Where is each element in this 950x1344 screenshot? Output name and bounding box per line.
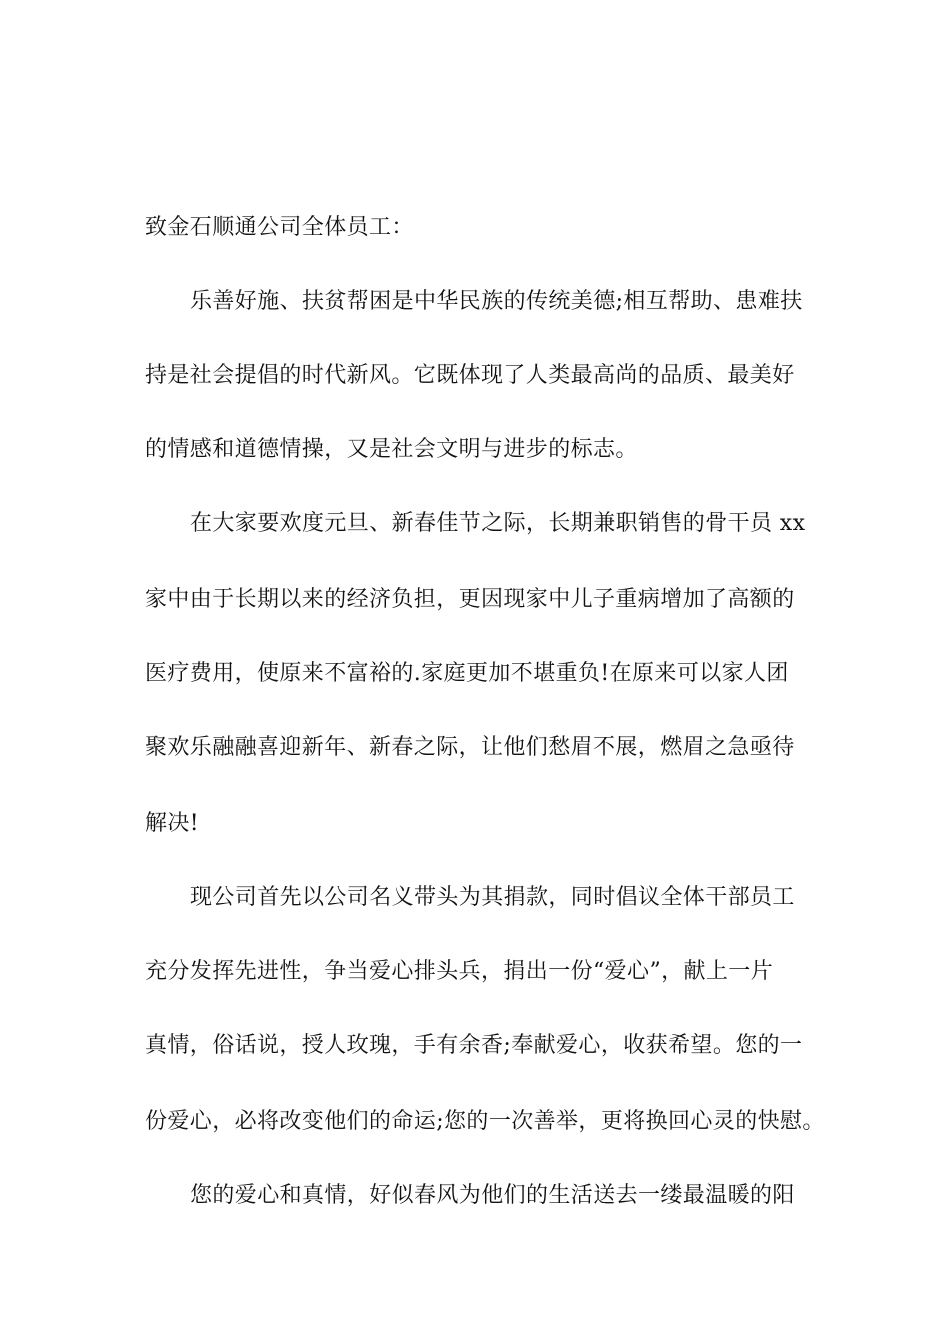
paragraph-2-line-5: 解决!: [145, 811, 200, 836]
salutation: 致金石顺通公司全体员工：: [145, 215, 414, 240]
paragraph-3-line-3: 真情，俗话说，授人玫瑰，手有余香;奉献爱心，收获希望。您的一: [145, 1033, 803, 1058]
paragraph-1-line-1: 乐善好施、扶贫帮困是中华民族的传统美德;相互帮助、患难扶: [190, 289, 803, 314]
paragraph-3-line-2: 充分发挥先进性，争当爱心排头兵，捐出一份“爱心”，献上一片: [145, 959, 774, 984]
paragraph-3-line-4: 份爱心，必将改变他们的命运;您的一次善举，更将换回心灵的快慰。: [145, 1109, 825, 1134]
paragraph-2-line-2: 家中由于长期以来的经济负担，更因现家中儿子重病增加了高额的: [145, 587, 795, 612]
paragraph-1-line-3: 的情感和道德情操，又是社会文明与进步的标志。: [145, 437, 638, 462]
paragraph-3-line-1: 现公司首先以公司名义带头为其捐款，同时倡议全体干部员工: [190, 885, 795, 910]
paragraph-2-line-4: 聚欢乐融融喜迎新年、新春之际，让他们愁眉不展，燃眉之急亟待: [145, 735, 795, 760]
paragraph-2-line-1: 在大家要欢度元旦、新春佳节之际，长期兼职销售的骨干员 xx: [190, 511, 806, 536]
paragraph-4-line-1: 您的爱心和真情，好似春风为他们的生活送去一缕最温暖的阳: [190, 1183, 795, 1208]
paragraph-1-line-2: 持是社会提倡的时代新风。它既体现了人类最高尚的品质、最美好: [145, 363, 795, 388]
paragraph-2-line-3: 医疗费用，使原来不富裕的.家庭更加不堪重负!在原来可以家人团: [145, 661, 789, 686]
